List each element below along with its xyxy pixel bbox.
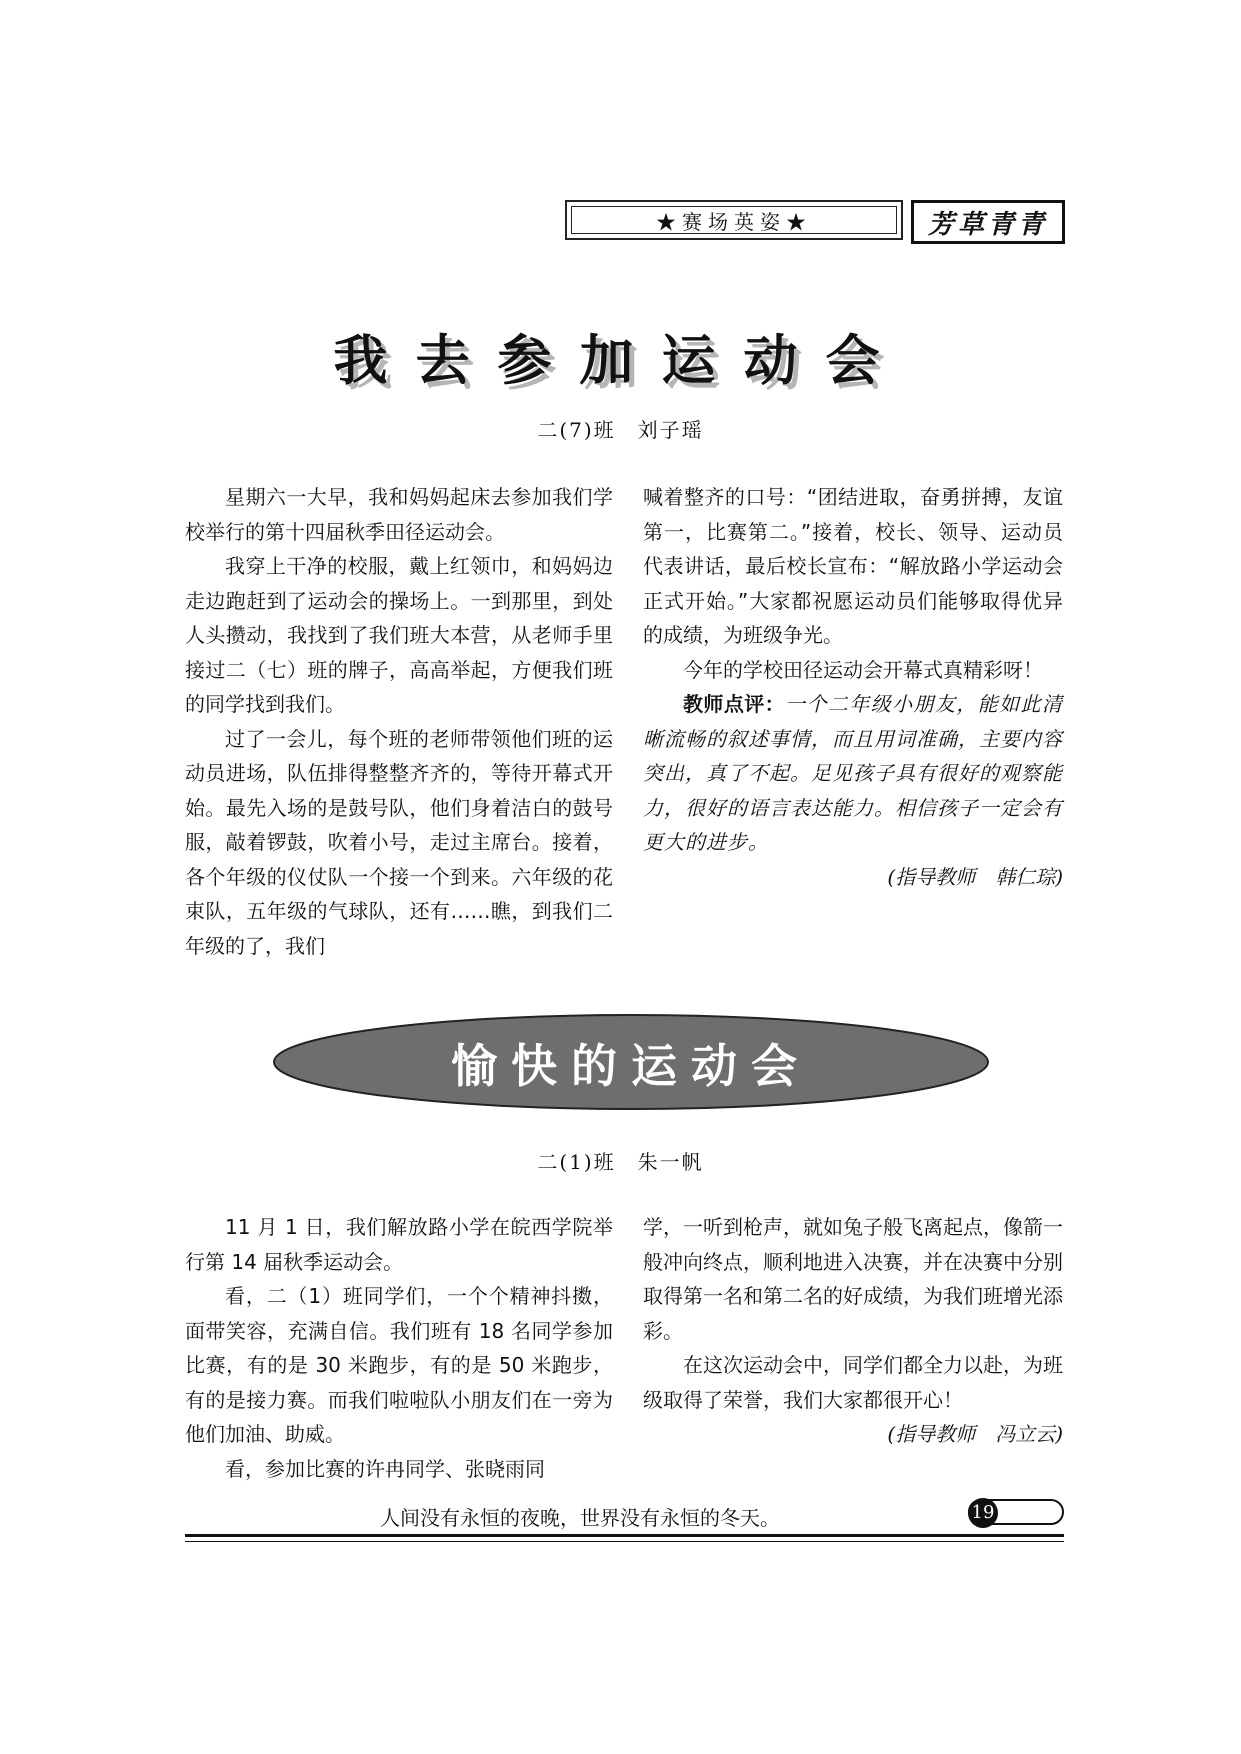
comment-text: 一个二年级小朋友，能如此清晰流畅的叙述事情，而且用词准确，主要内容突出，真了不起。足见孩子具有很好的观察能力，很好的语言表达能力。相信孩子一定会有更大的进步。 (643, 692, 1064, 854)
footer-motto: 人间没有永恒的夜晚，世界没有永恒的冬天。 (380, 1506, 780, 1530)
paragraph: 今年的学校田径运动会开幕式真精彩呀！ (683, 657, 1043, 682)
article2-right-column (643, 1210, 1063, 1452)
paragraph: 星期六一大早，我和妈妈起床去参加我们学校举行的第十四届秋季田径运动会。 (185, 485, 613, 544)
column-label-box (565, 200, 903, 240)
article1-left-column (185, 480, 613, 963)
article1-right-column (643, 480, 1063, 894)
article1-byline: 二(7)班 刘子瑶 (537, 418, 704, 442)
paragraph: 看，参加比赛的许冉同学、张晓雨同 (225, 1456, 545, 1481)
article2-byline: 二(1)班 朱一帆 (537, 1150, 704, 1174)
page-number: 19 (968, 1498, 998, 1528)
article1-title: 我去参加运动会 (333, 328, 908, 392)
paragraph: 11 月 1 日，我们解放路小学在皖西学院举行第 14 届秋季运动会。 (185, 1215, 613, 1274)
article2-title: 愉快的运动会 (451, 1039, 811, 1093)
column-label: ★赛场英姿★ (571, 206, 897, 234)
section-label: 芳草青青 (911, 200, 1065, 244)
paragraph: 看，二（1）班同学们，一个个精神抖擞，面带笑容，充满自信。我们班有 18 名同学参加比赛，有的是 30 米跑步，有的是 50 米跑步，有的是接力赛。而我们啦啦队小朋友们在一旁为他们加油、助威。 (185, 1284, 613, 1446)
teacher-signature: (指导教师 韩仁琮) (887, 864, 1063, 889)
footer-rule-thick (185, 1534, 1064, 1537)
footer-rule-thin (185, 1541, 1064, 1542)
paragraph: 我穿上干净的校服，戴上红领巾，和妈妈边走边跑赶到了运动会的操场上。一到那里，到处人头攒动，我找到了我们班大本营，从老师手里接过二（七）班的牌子，高高举起，方便我们班的同学找到我们。 (185, 554, 613, 716)
paragraph: 学，一听到枪声，就如兔子般飞离起点，像箭一般冲向终点，顺利地进入决赛，并在决赛中分别取得第一名和第二名的好成绩，为我们班增光添彩。 (643, 1215, 1063, 1343)
paragraph: 喊着整齐的口号：“团结进取，奋勇拼搏，友谊第一，比赛第二。”接着，校长、领导、运动员代表讲话，最后校长宣布：“解放路小学运动会正式开始。”大家都祝愿运动员们能够取得优异的成绩，为班级争光。 (643, 485, 1063, 647)
teacher-signature: (指导教师 冯立云) (887, 1422, 1063, 1446)
article2-left-column (185, 1210, 613, 1486)
paragraph: 在这次运动会中，同学们都全力以赴，为班级取得了荣誉，我们大家都很开心！ (643, 1353, 1063, 1412)
paragraph: 过了一会儿，每个班的老师带领他们班的运动员进场，队伍排得整整齐齐的，等待开幕式开始。最先入场的是鼓号队，他们身着洁白的鼓号服，敲着锣鼓，吹着小号，走过主席台。接着，各个年级的仪仗队一个接一个到来。六年级的花束队，五年级的气球队，还有……瞧，到我们二年级的了，我们 (185, 726, 613, 958)
comment-label: 教师点评： (683, 692, 786, 716)
teacher-comment (643, 687, 1063, 860)
